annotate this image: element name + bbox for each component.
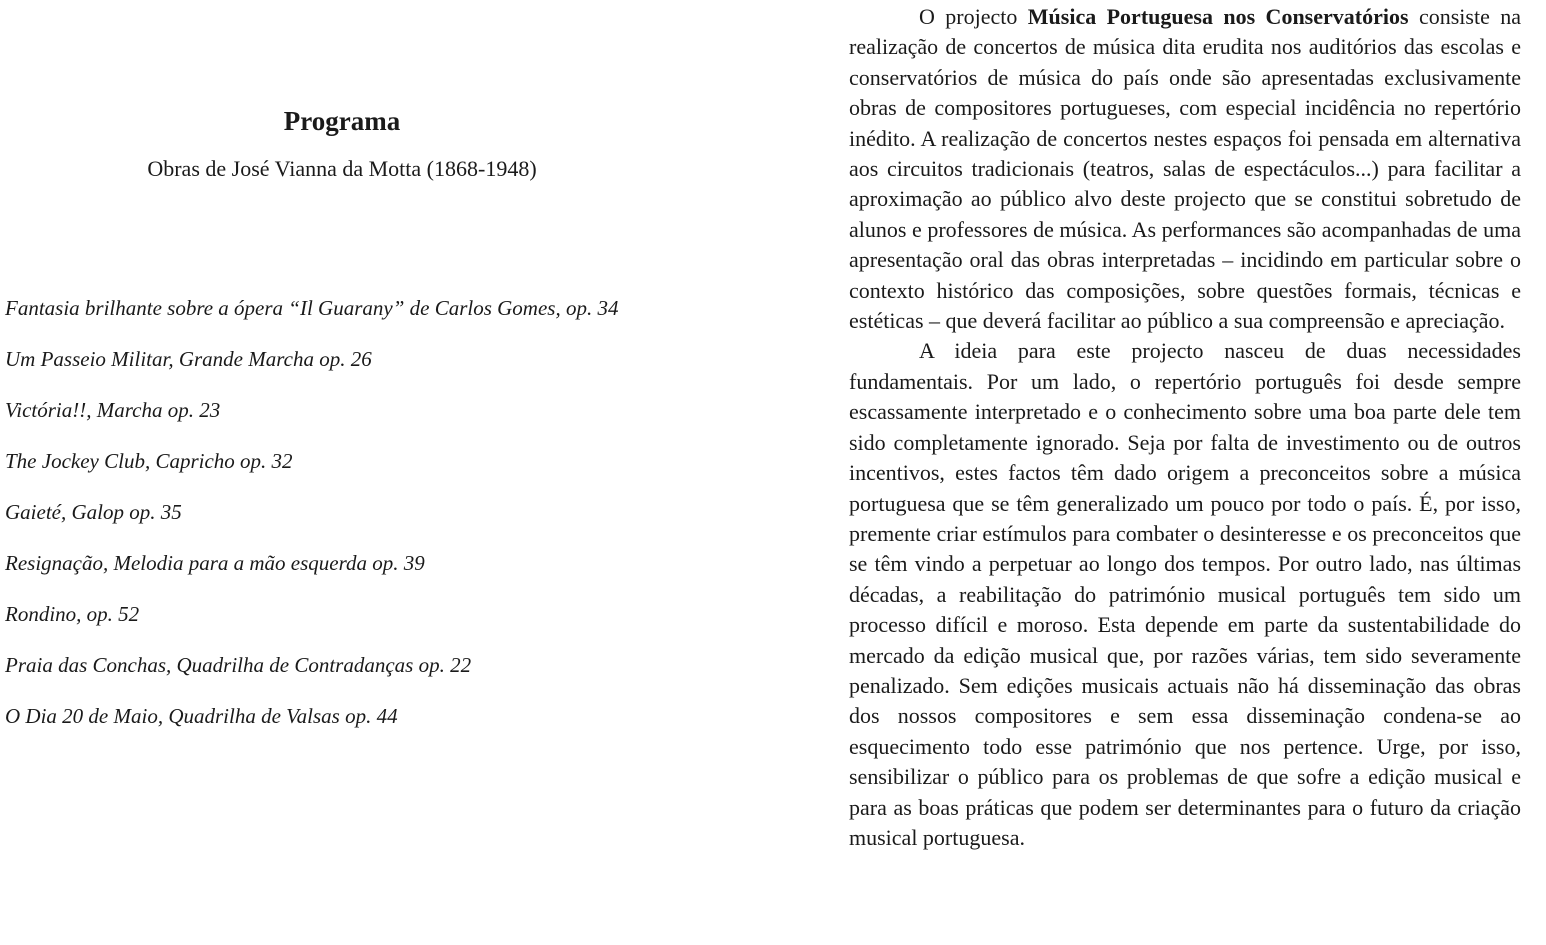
- program-title: Programa: [283, 106, 401, 136]
- work-item: O Dia 20 de Maio, Quadrilha de Valsas op. 44: [5, 704, 398, 728]
- program-page: [0, 0, 690, 945]
- work-item: Um Passeio Militar, Grande Marcha op. 26: [5, 347, 372, 371]
- work-item: Praia das Conchas, Quadrilha de Contradanças op. 22: [5, 653, 472, 677]
- project-name: Música Portuguesa nos Conservatórios: [1027, 4, 1409, 29]
- description-paragraph-1: [849, 2, 1521, 336]
- project-description: [849, 2, 1521, 853]
- work-item: Resignação, Melodia para a mão esquerda op. 39: [5, 551, 425, 575]
- work-item: Victória!!, Marcha op. 23: [5, 398, 221, 422]
- work-item: Fantasia brilhante sobre a ópera “Il Guarany” de Carlos Gomes, op. 34: [5, 296, 619, 320]
- work-item: Rondino, op. 52: [5, 602, 140, 626]
- description-paragraph-2: A ideia para este projecto nasceu de duas necessidades fundamentais. Por um lado, o repertório português foi desde sempre escassamente interpretado e o conhecimento sobre uma boa parte dele tem sido completamente ignorado. Seja por falta de investimento ou de outros incentivos, estes factos têm dado origem a preconceitos sobre a música portuguesa que se têm generalizado um pouco por todo o país. É, por isso, premente criar estímulos para combater o desinteresse e os preconceitos que se têm vindo a perpetuar ao longo dos tempos. Por outro lado, nas últimas décadas, a reabilitação do património musical português tem sido um processo difícil e moroso. Esta depende em parte da sustentabilidade do mercado da edição musical que, por razões várias, tem sido severamente penalizado. Sem edições musicais actuais não há disseminação das obras dos nossos compositores e sem essa disseminação condena-se ao esquecimento todo esse património que nos pertence. Urge, por isso, sensibilizar o público para os problemas de que sofre a edição musical e para as boas práticas que podem ser determinantes para o futuro da criação musical portuguesa.: [849, 338, 1521, 850]
- paragraph-1-body: consiste na realização de concertos de música dita erudita nos auditórios das escolas e conservatórios de música do país onde são apresentadas exclusivamente obras de compositores portugueses, com especial incidência no repertório inédito. A realização de concertos nestes espaços foi pensada em alternativa aos circuitos tradicionais (teatros, salas de espectáculos...) para facilitar a aproximação ao público alvo deste projecto que se constitui sobretudo de alunos e professores de música. As performances são acompanhadas de uma apresentação oral das obras interpretadas – incidindo em particular sobre o contexto histórico das composições, sobre questões formais, técnicas e estéticas – que deverá facilitar ao público a sua compreensão e apreciação.: [849, 4, 1521, 334]
- work-item: The Jockey Club, Capricho op. 32: [5, 449, 293, 473]
- work-item: Gaieté, Galop op. 35: [5, 500, 182, 524]
- works-list: [5, 294, 618, 753]
- paragraph-1-intro: O projecto: [919, 4, 1028, 29]
- program-subtitle: Obras de José Vianna da Motta (1868-1948): [147, 156, 537, 181]
